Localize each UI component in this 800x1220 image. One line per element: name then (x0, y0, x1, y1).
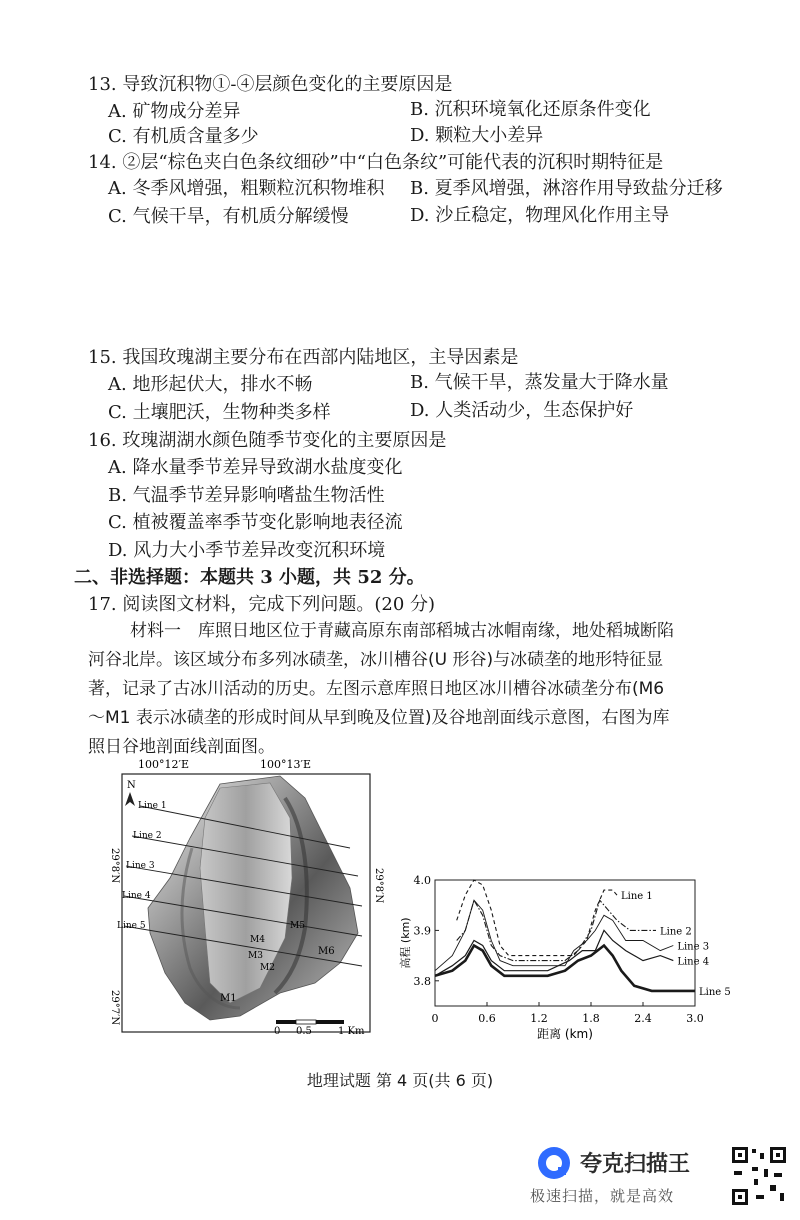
series-line-5 (435, 946, 695, 991)
q13-stem: 13. 导致沉积物①-④层颜色变化的主要原因是 (88, 74, 453, 95)
x-axis-label: 距离 (km) (537, 1027, 593, 1041)
chart-axes (414, 874, 704, 1025)
y-axis-label: 高程 (km) (399, 917, 412, 969)
q15-option-a: A. 地形起伏大，排水不畅 (108, 374, 313, 395)
material-line: ～M1 表示冰碛垄的形成时间从早到晚及位置)及谷地剖面线示意图，右图为库 (88, 708, 670, 728)
section-heading: 二、非选择题：本题共 3 小题，共 52 分。 (74, 567, 425, 588)
x-tick-label: 1.2 (530, 1012, 548, 1025)
moraine-m2: M2 (260, 963, 275, 973)
longitude-2: 100°13′E (260, 758, 312, 771)
q15-option-c: C. 土壤肥沃，生物种类多样 (108, 402, 331, 423)
latitude-left-2: 29°7′N (109, 990, 120, 1026)
moraine-m3: M3 (248, 951, 263, 961)
q15-option-d: D. 人类活动少，生态保护好 (410, 400, 634, 421)
q13-option-b: B. 沉积环境氧化还原条件变化 (410, 99, 651, 120)
q16-option-b: B. 气温季节差异影响嗜盐生物活性 (108, 485, 385, 506)
scale-label-0: 0 (274, 1026, 281, 1037)
material-line: 河谷北岸。该区域分布多列冰碛垄，冰川槽谷(U 形谷)与冰碛垄的地形特征显 (88, 650, 664, 670)
series-label-4: Line 4 (677, 956, 710, 968)
x-tick-label: 0 (431, 1012, 439, 1025)
q13-option-a: A. 矿物成分差异 (108, 101, 241, 122)
profile-label-4: Line 4 (122, 891, 151, 901)
chart-series-group (435, 880, 695, 991)
north-arrow-icon (125, 792, 135, 806)
q15-stem: 15. 我国玫瑰湖主要分布在西部内陆地区，主导因素是 (88, 347, 519, 368)
q15-option-b: B. 气候干旱，蒸发量大于降水量 (410, 372, 669, 393)
x-tick-label: 1.8 (582, 1012, 600, 1025)
moraine-m5: M5 (290, 921, 305, 931)
scale-label-1km: 1 Km (338, 1026, 365, 1037)
y-tick-label: 3.8 (413, 974, 431, 988)
series-label-3: Line 3 (677, 941, 710, 953)
series-label-2: Line 2 (660, 926, 692, 938)
q17-stem: 17. 阅读图文材料，完成下列问题。(20 分) (88, 594, 436, 615)
q13-option-d: D. 颗粒大小差异 (410, 125, 544, 146)
scale-bar (276, 1020, 344, 1024)
page-footer: 地理试题 第 4 页(共 6 页) (306, 1071, 494, 1090)
longitude-1: 100°12′E (138, 758, 190, 771)
series-label-5: Line 5 (699, 986, 731, 998)
profile-label-2: Line 2 (133, 831, 162, 841)
moraine-m6: M6 (318, 946, 335, 957)
watermark-subtitle: 极速扫描，就是高效 (530, 1187, 675, 1205)
q14-option-c: C. 气候干旱，有机质分解缓慢 (108, 206, 349, 227)
q14-option-a: A. 冬季风增强，粗颗粒沉积物堆积 (108, 178, 385, 199)
plot-frame (435, 880, 695, 1006)
latitude-left-1: 29°8′N (109, 848, 120, 884)
q16-option-a: A. 降水量季节差异导致湖水盐度变化 (108, 457, 403, 478)
x-tick-label: 0.6 (478, 1012, 496, 1025)
q16-stem: 16. 玫瑰湖湖水颜色随季节变化的主要原因是 (88, 430, 447, 451)
scanner-logo-icon (534, 1143, 574, 1183)
series-label-1: Line 1 (621, 891, 653, 903)
qr-code-icon (730, 1145, 788, 1207)
q14-option-b: B. 夏季风增强，淋溶作用导致盐分迁移 (410, 178, 723, 199)
y-tick-label: 3.9 (413, 924, 431, 938)
material-line: 照日谷地剖面线剖面图。 (88, 737, 275, 757)
profile-label-1: Line 1 (138, 801, 167, 811)
x-tick-label: 3.0 (686, 1012, 704, 1025)
scanner-watermark (530, 1143, 790, 1213)
moraine-m4: M4 (250, 935, 265, 945)
north-label: N (127, 780, 136, 791)
scale-label-05: 0.5 (296, 1026, 312, 1037)
material-line: 材料一 库照日地区位于青藏高原东南部稻城古冰帽南缘，地处稻城断陷 (130, 621, 674, 641)
material-line: 著，记录了古冰川活动的历史。左图示意库照日地区冰川槽谷冰碛垄分布(M6 (88, 679, 665, 699)
q17-material (88, 617, 674, 762)
glacial-valley-map (100, 758, 390, 1038)
x-tick-label: 2.4 (634, 1012, 652, 1025)
latitude-right-1: 29°8′N (373, 868, 384, 904)
q13-option-c: C. 有机质含量多少 (108, 126, 259, 147)
valley-profile-chart (395, 868, 740, 1043)
watermark-title: 夸克扫描王 (580, 1152, 691, 1177)
q16-option-c: C. 植被覆盖率季节变化影响地表径流 (108, 512, 403, 533)
profile-label-3: Line 3 (126, 861, 155, 871)
y-tick-label: 4.0 (413, 874, 431, 887)
profile-label-5: Line 5 (117, 921, 146, 931)
moraine-m1: M1 (220, 993, 237, 1004)
q14-option-d: D. 沙丘稳定，物理风化作用主导 (410, 205, 670, 226)
q16-option-d: D. 风力大小季节差异改变沉积环境 (108, 540, 386, 561)
q14-stem: 14. ②层“棕色夹白色条纹细砂”中“白色条纹”可能代表的沉积时期特征是 (88, 152, 664, 173)
